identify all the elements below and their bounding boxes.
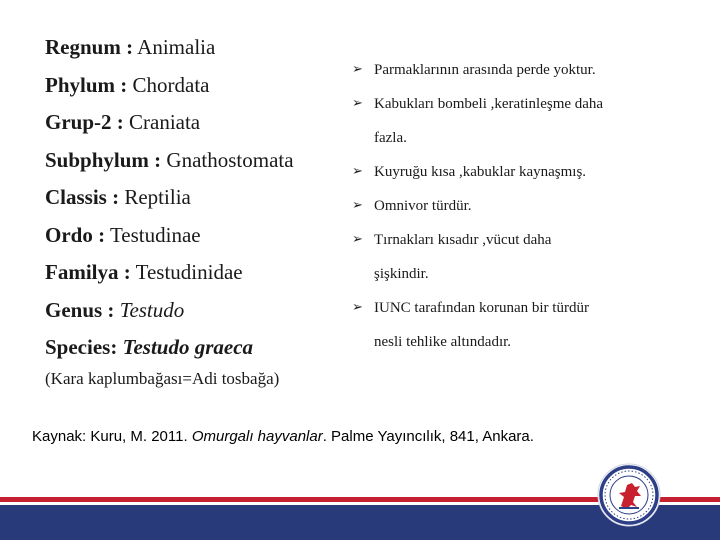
trait-item [352, 196, 682, 216]
taxonomy-rank: Grup-2 : [45, 110, 124, 134]
traits-list [352, 58, 682, 352]
taxonomy-rank: Ordo : [45, 222, 106, 247]
taxonomy-value: Testudinae [105, 222, 201, 247]
trait-text: Omnivor türdür. [374, 198, 472, 214]
taxonomy-value: Testudo graeca [117, 335, 254, 359]
trait-text-continued: nesli tehlike altındadır. [374, 334, 512, 350]
taxonomy-row-regnum [45, 34, 345, 72]
taxonomy-row-species [45, 334, 345, 372]
citation-title: Omurgalı hayvanlar [191, 428, 323, 445]
source-citation [32, 428, 534, 445]
trait-text: Tırnakları kısadır ,vücut daha [374, 232, 552, 248]
taxonomy-row-grup [45, 109, 345, 147]
trait-item [352, 230, 682, 284]
trait-text-continued: şişkindir. [374, 266, 429, 282]
taxonomy-row-ordo [45, 222, 345, 260]
taxonomy-row-familya [45, 259, 345, 297]
taxonomy-list [45, 34, 345, 372]
trait-text: Kuyruğu kısa ,kabuklar kaynaşmış. [374, 164, 587, 180]
trait-text-continued: fazla. [374, 130, 407, 146]
taxonomy-row-classis [45, 184, 345, 222]
trait-item [352, 162, 682, 182]
taxonomy-value: Testudo [114, 297, 185, 322]
taxonomy-rank: Species: [45, 335, 118, 359]
arrow-bullet-icon: ➢ [352, 164, 363, 179]
arrow-bullet-icon: ➢ [352, 198, 363, 213]
taxonomy-value: Gnathostomata [161, 147, 294, 172]
arrow-bullet-icon: ➢ [352, 300, 363, 315]
taxonomy-rank: Phylum : [45, 72, 128, 97]
taxonomy-row-subphylum [45, 147, 345, 185]
trait-item [352, 94, 682, 148]
taxonomy-rank: Regnum : [45, 35, 134, 59]
arrow-bullet-icon: ➢ [352, 96, 363, 111]
taxonomy-rank: Genus : [45, 297, 115, 322]
taxonomy-value: Reptilia [119, 185, 191, 209]
taxonomy-rank: Subphylum : [45, 147, 162, 172]
trait-text: Parmaklarının arasında perde yoktur. [374, 62, 596, 78]
arrow-bullet-icon: ➢ [352, 62, 363, 77]
taxonomy-rank: Classis : [45, 185, 120, 209]
trait-text: Kabukları bombeli ,keratinleşme daha [374, 96, 604, 112]
taxonomy-row-phylum [45, 72, 345, 110]
taxonomy-value: Craniata [123, 110, 201, 134]
common-name: (Kara kaplumbağası=Adi tosbağa) [45, 369, 280, 388]
trait-text: IUNC tarafından korunan bir türdür [374, 300, 589, 316]
taxonomy-value: Chordata [127, 72, 210, 97]
arrow-bullet-icon: ➢ [352, 232, 363, 247]
taxonomy-rank: Familya : [45, 260, 131, 284]
trait-item [352, 298, 682, 352]
citation-prefix: Kaynak: Kuru, M. 2011. [32, 428, 192, 445]
taxonomy-value: Animalia [133, 35, 216, 59]
taxonomy-row-genus [45, 297, 345, 335]
citation-suffix: . Palme Yayıncılık, 841, Ankara. [322, 428, 534, 445]
trait-item [352, 60, 682, 80]
university-seal-icon [597, 463, 661, 527]
taxonomy-value: Testudinidae [130, 260, 243, 284]
